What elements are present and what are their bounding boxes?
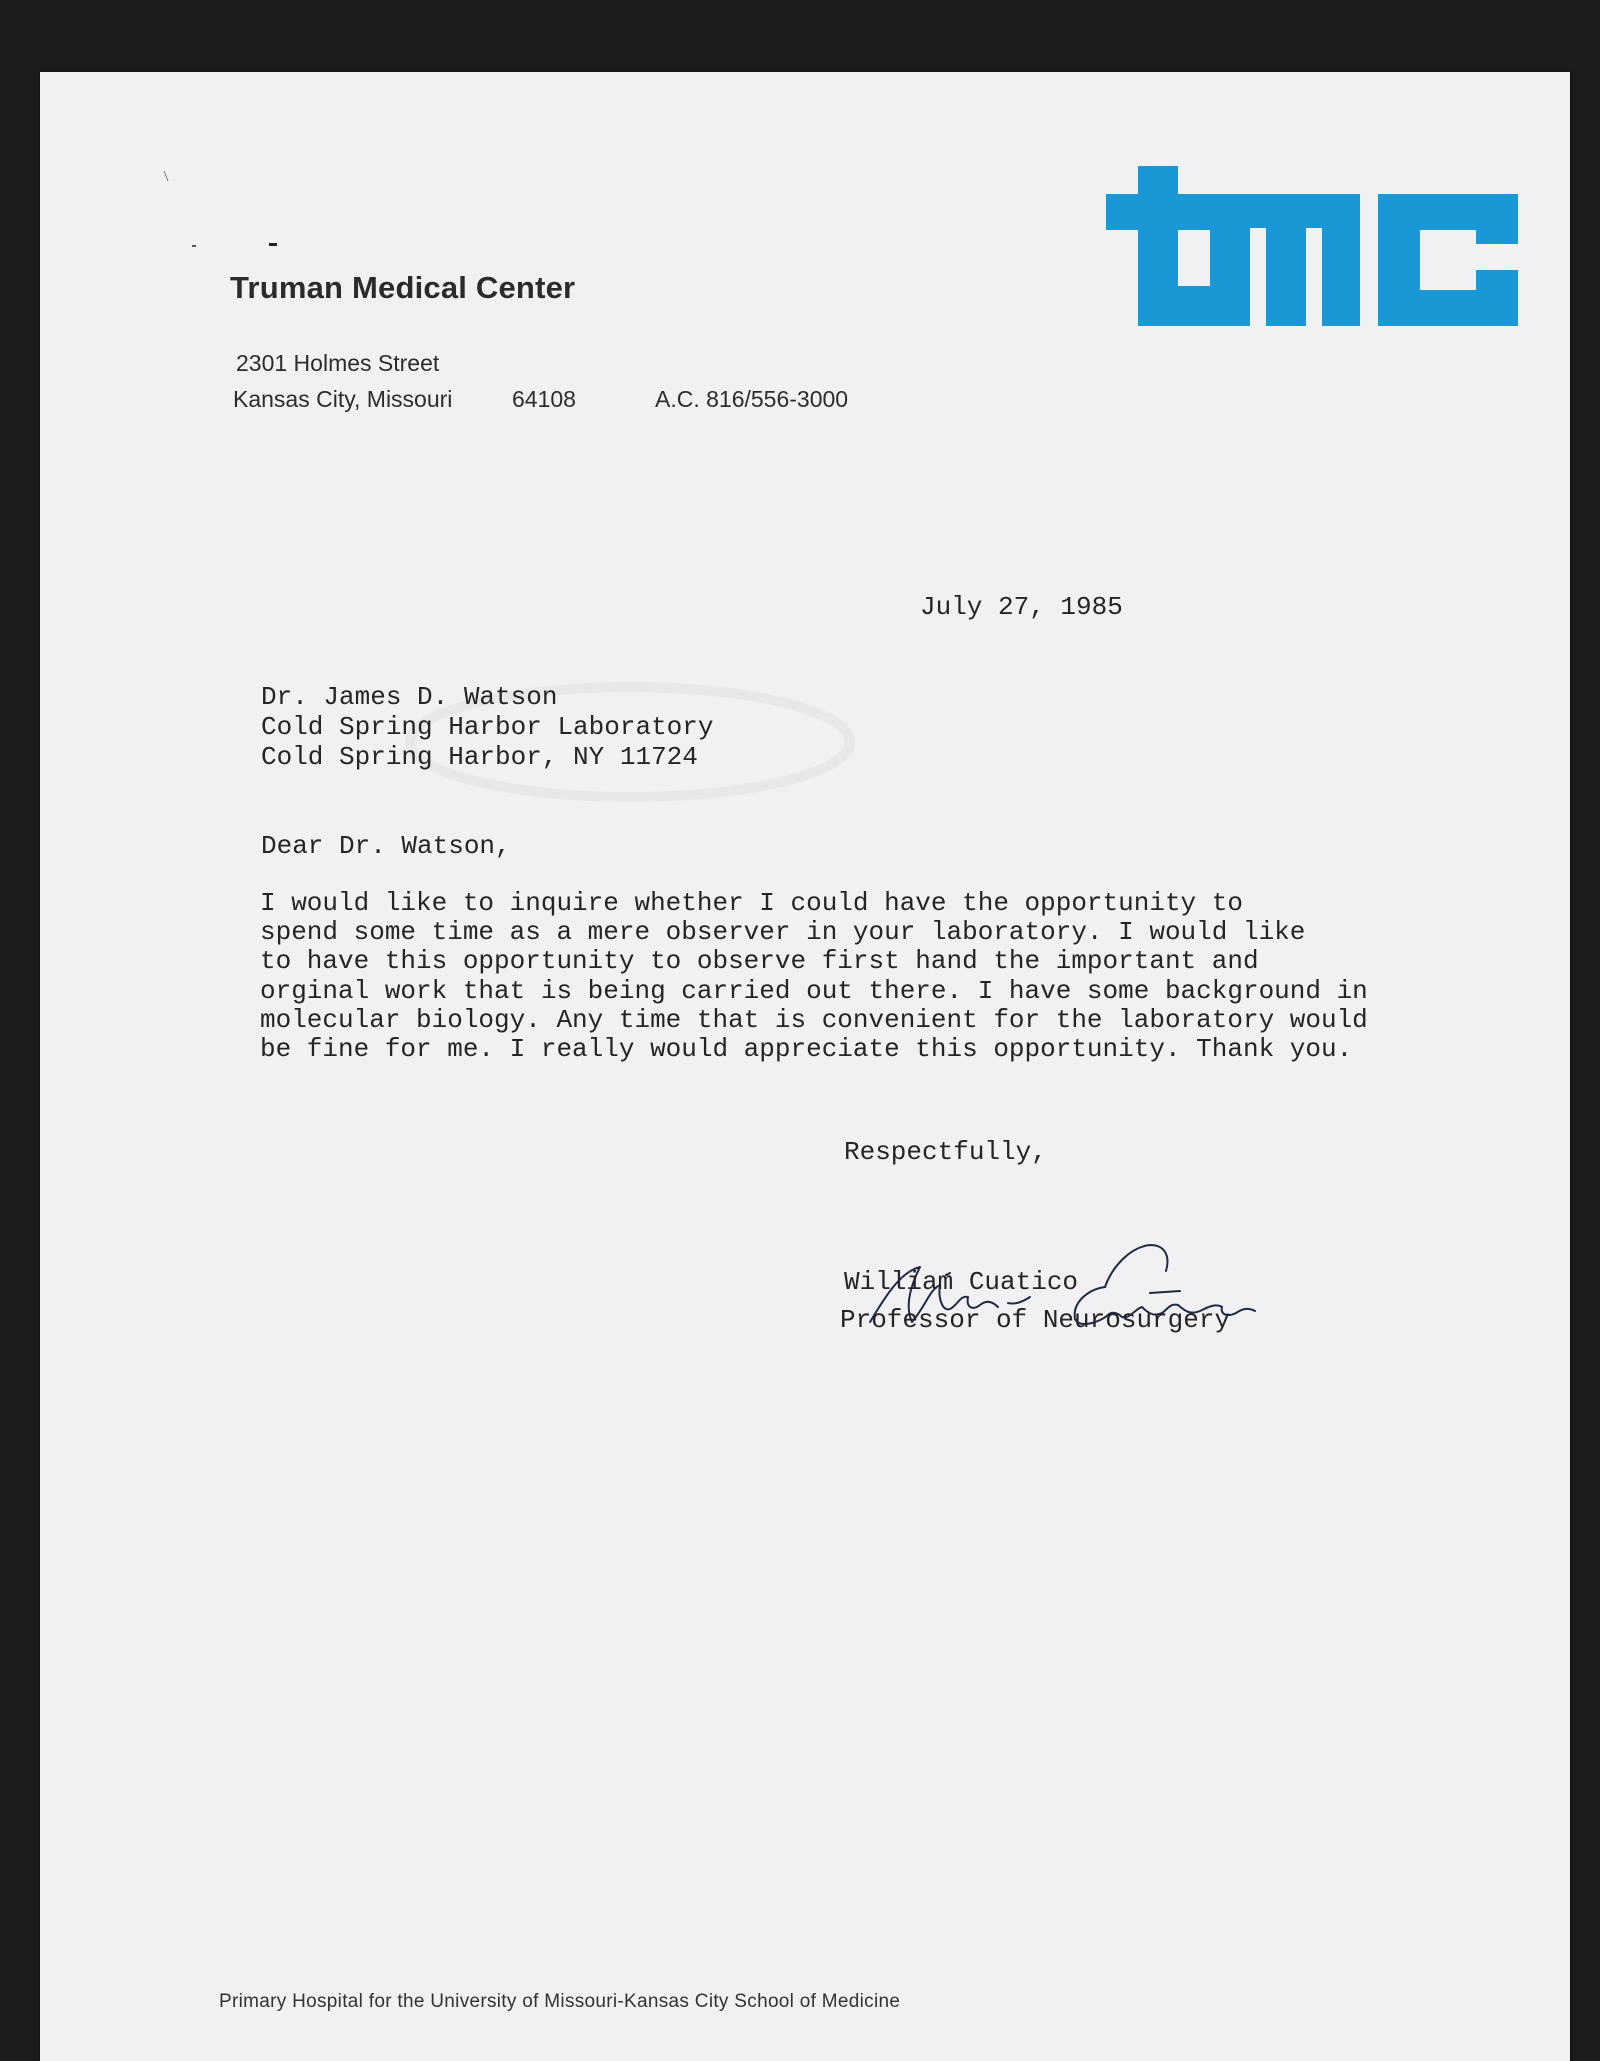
tmc-logo — [1106, 166, 1518, 326]
zip-code: 64108 — [512, 386, 576, 412]
phone-number: A.C. 816/556-3000 — [655, 386, 849, 412]
city-state: Kansas City, Missouri — [233, 386, 453, 412]
letterhead-footer: Primary Hospital for the University of Missouri-Kansas City School of Medicine — [219, 1991, 901, 2012]
street-address: 2301 Holmes Street — [236, 350, 440, 376]
closing: Respectfully, — [844, 1137, 1047, 1167]
signer-name: William Cuatico — [844, 1267, 1079, 1297]
body-line: spend some time as a mere observer in your laboratory. I would like — [260, 917, 1306, 947]
signer-title: Professor of Neurosurgery — [840, 1305, 1231, 1335]
letter-page — [40, 72, 1570, 2061]
organization-name: Truman Medical Center — [230, 270, 576, 305]
body-line: molecular biology. Any time that is convenient for the laboratory would — [260, 1005, 1368, 1035]
recipient-line-3: Cold Spring Harbor, NY 11724 — [261, 742, 698, 772]
letter-date: July 27, 1985 — [920, 592, 1123, 622]
body-line: orginal work that is being carried out there. I have some background in — [260, 976, 1368, 1006]
recipient-line-2: Cold Spring Harbor Laboratory — [261, 712, 714, 742]
paper-specks — [150, 167, 290, 257]
body-line: to have this opportunity to observe first hand the important and — [260, 946, 1259, 976]
body-line: I would like to inquire whether I could have the opportunity to — [260, 888, 1243, 918]
body-line: be fine for me. I really would appreciate this opportunity. Thank you. — [260, 1034, 1353, 1064]
salutation: Dear Dr. Watson, — [261, 831, 511, 861]
recipient-line-1: Dr. James D. Watson — [261, 682, 558, 712]
